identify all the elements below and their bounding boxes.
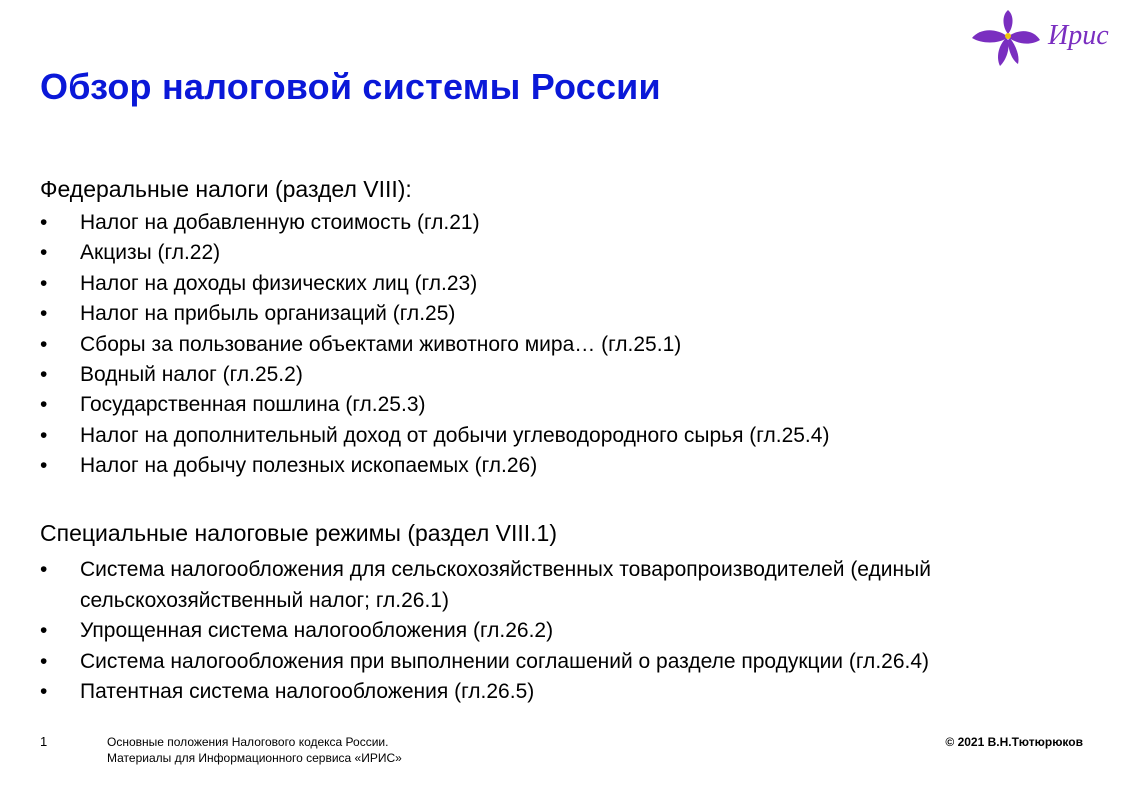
list-item-text: Система налогообложения для сельскохозяйственных товаропроизводителей (единый сельскохозяйственный налог; гл.26.1) <box>80 558 931 612</box>
bullet-icon: • <box>40 211 48 234</box>
bullet-icon: • <box>40 393 48 417</box>
list-item-text: Налог на дополнительный доход от добычи углеводородного сырья (гл.25.4) <box>80 423 830 447</box>
footer-copyright: © 2021 В.Н.Тютюрюков <box>945 735 1083 749</box>
list-item <box>40 647 1050 678</box>
page-title: Обзор налоговой системы России <box>40 66 661 107</box>
special-regimes-list <box>40 555 1050 708</box>
bullet-icon: • <box>40 241 48 265</box>
list-item <box>40 421 829 451</box>
list-item-text: Упрощенная система налогообложения (гл.26.2) <box>80 619 554 643</box>
list-item-text: Налог на добавленную стоимость (гл.21) <box>80 211 480 234</box>
federal-taxes-list <box>40 208 829 482</box>
list-item-text: Государственная пошлина (гл.25.3) <box>80 393 426 417</box>
bullet-icon: • <box>40 649 48 673</box>
bullet-icon: • <box>40 558 48 581</box>
list-item <box>40 208 829 238</box>
list-item <box>40 555 1050 616</box>
list-item <box>40 269 829 299</box>
list-item-text: Налог на добычу полезных ископаемых (гл.26) <box>80 454 538 478</box>
list-item-text: Система налогообложения при выполнении соглашений о разделе продукции (гл.26.4) <box>80 649 930 673</box>
iris-flower-icon <box>968 4 1118 70</box>
federal-taxes-heading: Федеральные налоги (раздел VIII): <box>40 176 412 202</box>
list-item <box>40 299 829 329</box>
list-item-text: Акцизы (гл.22) <box>80 241 221 265</box>
bullet-icon: • <box>40 302 48 326</box>
list-item <box>40 677 1050 708</box>
bullet-icon: • <box>40 454 48 478</box>
bullet-icon: • <box>40 332 48 356</box>
list-item-text: Водный налог (гл.25.2) <box>80 362 303 386</box>
list-item-text: Патентная система налогообложения (гл.26.5) <box>80 680 535 704</box>
page-number: 1 <box>40 734 48 749</box>
list-item-text: Налог на прибыль организаций (гл.25) <box>80 302 456 326</box>
bullet-icon: • <box>40 271 48 295</box>
list-item <box>40 451 829 481</box>
list-item <box>40 360 829 390</box>
logo-text: Ирис <box>1048 20 1109 51</box>
list-item <box>40 390 829 420</box>
bullet-icon: • <box>40 362 48 386</box>
footer-text <box>107 734 402 766</box>
list-item <box>40 330 829 360</box>
bullet-icon: • <box>40 680 48 704</box>
footer-line-1: Основные положения Налогового кодекса России. <box>107 735 389 749</box>
list-item <box>40 616 1050 647</box>
bullet-icon: • <box>40 619 48 643</box>
list-item <box>40 238 829 268</box>
special-regimes-heading: Специальные налоговые режимы (раздел VIII.1) <box>40 520 557 546</box>
list-item-text: Налог на доходы физических лиц (гл.23) <box>80 271 478 295</box>
footer-line-2: Материалы для Информационного сервиса «ИРИС» <box>107 751 402 765</box>
list-item-text: Сборы за пользование объектами животного мира… (гл.25.1) <box>80 332 682 356</box>
bullet-icon: • <box>40 423 48 447</box>
